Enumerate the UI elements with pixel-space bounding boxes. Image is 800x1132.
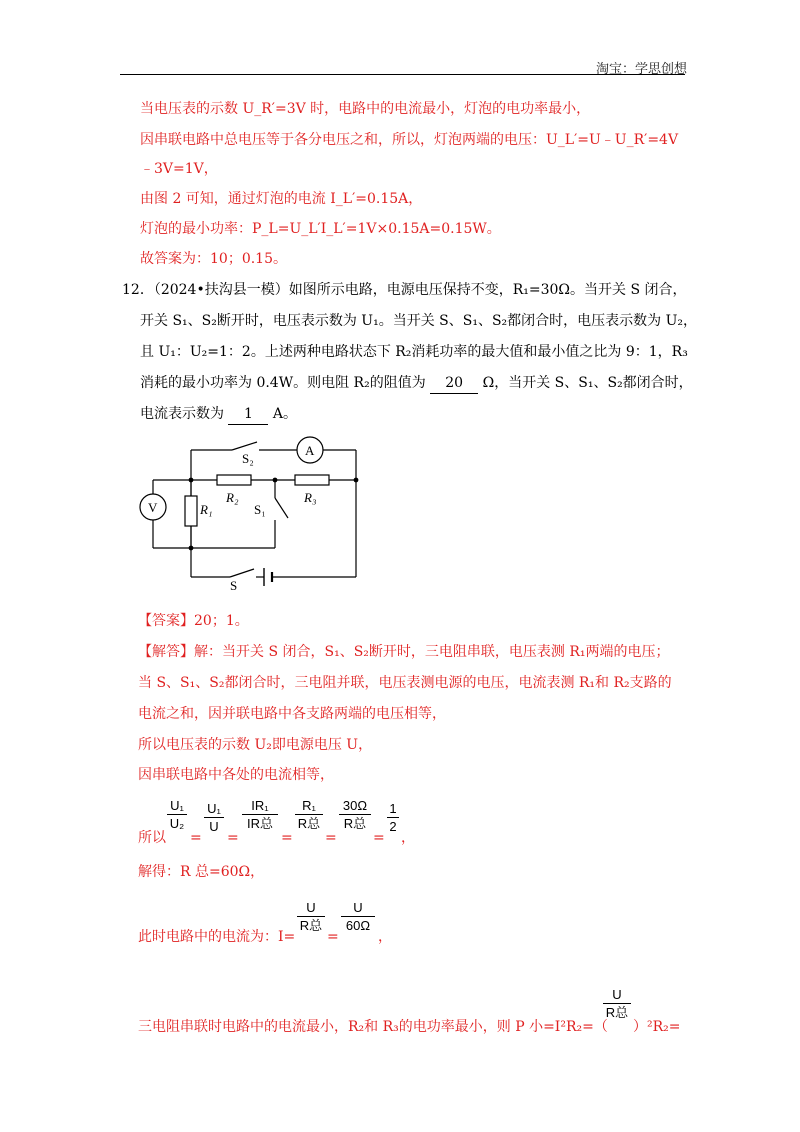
s2-label: S₂: [242, 451, 254, 466]
answer-blank-r2: 20: [430, 373, 478, 394]
header-text: 淘宝：学思创想: [596, 62, 688, 77]
fraction-denominator: R总: [299, 918, 323, 933]
analysis-line-5: 因串联电路中各处的电流相等，: [138, 767, 334, 783]
question-line-3: 且 U₁：U₂=1：2。上述两种电路状态下 R₂消耗功率的最大值和最小值之比为 9：1，R₃: [140, 344, 688, 360]
r3-label: R₃: [304, 490, 317, 505]
fraction-denominator: R总: [297, 816, 321, 831]
ammeter-label: A: [305, 443, 315, 458]
prev-solution-line-2: 因串联电路中总电压等于各分电压之和，所以，灯泡两端的电压：U_L′=U﹣U_R′=4V: [140, 132, 679, 148]
analysis-label: 【解答】: [138, 644, 194, 660]
comma: ，: [401, 830, 415, 846]
circuit-diagram: [130, 432, 370, 593]
voltmeter-label: V: [148, 500, 158, 515]
question-line-5: [140, 404, 297, 425]
fraction-denominator: 60Ω: [345, 918, 371, 933]
prev-solution-line-6: 故答案为：10；0.15。: [140, 251, 287, 267]
equals-sign: =: [227, 830, 239, 846]
header-rule: [120, 74, 685, 75]
fraction-numerator: U₁: [207, 801, 221, 816]
fraction-numerator: U: [306, 900, 316, 915]
fraction-numerator: 1: [389, 801, 397, 816]
analysis-line-2: 当 S、S₁、S₂都闭合时，三电阻并联，电压表测电源的电压，电流表测 R₁和 R₂支路的: [138, 675, 672, 691]
fraction-numerator: U: [612, 987, 622, 1002]
resistor-r2: [217, 475, 251, 485]
question-line-5-post: A。: [268, 406, 298, 422]
fraction-u-rtotal-power: [602, 986, 632, 1021]
r1-label: R₁: [200, 502, 213, 517]
prev-solution-line-4: 由图 2 可知，通过灯泡的电流 I_L′=0.15A，: [140, 191, 423, 207]
equals-sign: =: [327, 929, 339, 945]
prev-solution-line-5: 灯泡的最小功率：P_L=U_L′I_L′=1V×0.15A=0.15W。: [140, 221, 501, 237]
fraction-denominator: R总: [605, 1005, 629, 1020]
answer-label: 【答案】: [138, 613, 194, 629]
resistor-r3: [295, 475, 329, 485]
s1-label: S₁: [254, 502, 266, 517]
analysis-line-1-text: 解：当开关 S 闭合，S₁、S₂断开时，三电阻串联，电压表测 R₁两端的电压；: [194, 644, 670, 660]
analysis-solve-line: 解得：R 总=60Ω，: [138, 864, 265, 880]
r2-label: R₂: [226, 490, 239, 505]
answer-blank-current: 1: [228, 404, 268, 425]
fraction-r1-rtotal: [294, 797, 324, 832]
equals-sign: =: [281, 830, 293, 846]
answer-value: 20；1。: [194, 613, 249, 629]
fraction-denominator: IR总: [246, 816, 273, 831]
junction-dot: [273, 478, 278, 483]
fraction-30-rtotal: [338, 797, 372, 832]
fraction-u-60: [340, 899, 376, 934]
answer-line: [138, 611, 249, 631]
s-label: S: [230, 578, 238, 593]
question-line-1: 12．（2024•扶沟县一模）如图所示电路，电源电压保持不变，R₁=30Ω。当开关 S 闭合，: [122, 282, 687, 298]
fraction-numerator: IR₁: [251, 798, 269, 813]
switch-s2-blade: [232, 442, 257, 450]
fraction-denominator: U: [209, 819, 219, 834]
fraction-one-half: [386, 800, 400, 835]
question-line-2: 开关 S₁、S₂断开时，电压表示数为 U₁。当开关 S、S₁、S₂都闭合时，电压表示数为 U₂，: [140, 313, 698, 329]
switch-s-blade: [230, 569, 254, 577]
equals-sign: =: [325, 830, 337, 846]
fraction-u1-u2: [166, 797, 188, 832]
current-prefix: 此时电路中的电流为：I=: [138, 929, 296, 945]
question-line-4-pre: 消耗的最小功率为 0.4W。则电阻 R₂的阻值为: [140, 375, 431, 391]
switch-s1-blade: [275, 498, 288, 518]
junction-dot: [189, 478, 194, 483]
fraction-numerator: 30Ω: [342, 798, 368, 813]
fraction-denominator: U₂: [169, 816, 185, 831]
prev-solution-line-3: ﹣3V=1V，: [140, 161, 218, 177]
question-line-4: [140, 373, 693, 394]
ratio-prefix: 所以: [138, 830, 166, 846]
fraction-numerator: U: [353, 900, 363, 915]
comma: ，: [378, 929, 392, 945]
junction-dot: [189, 546, 194, 551]
equals-sign: =: [190, 830, 202, 846]
analysis-line-1: [138, 642, 670, 662]
question-line-5-pre: 电流表示数为: [140, 406, 229, 422]
fraction-numerator: R₁: [302, 798, 316, 813]
analysis-line-3: 电流之和，因并联电路中各支路两端的电压相等，: [138, 706, 446, 722]
fraction-numerator: U₁: [170, 798, 184, 813]
question-line-4-post: Ω，当开关 S、S₁、S₂都闭合时，: [478, 375, 693, 391]
fraction-u1-u: [203, 800, 225, 835]
equals-sign: =: [373, 830, 385, 846]
fraction-ir1-irtotal: [241, 797, 279, 832]
power-prefix: 三电阻串联时电路中的电流最小，R₂和 R₃的电功率最小，则 P 小=I²R₂=（: [138, 1019, 608, 1035]
resistor-r1: [185, 496, 197, 526]
fraction-denominator: 2: [389, 819, 397, 834]
junction-dot: [354, 478, 359, 483]
prev-solution-line-1: 当电压表的示数 U_R′=3V 时，电路中的电流最小，灯泡的电功率最小，: [140, 101, 591, 117]
power-suffix: ）²R₂=: [633, 1019, 681, 1035]
fraction-denominator: R总: [343, 816, 367, 831]
fraction-u-rtotal: [296, 899, 326, 934]
analysis-line-4: 所以电压表的示数 U₂即电源电压 U，: [138, 737, 373, 753]
